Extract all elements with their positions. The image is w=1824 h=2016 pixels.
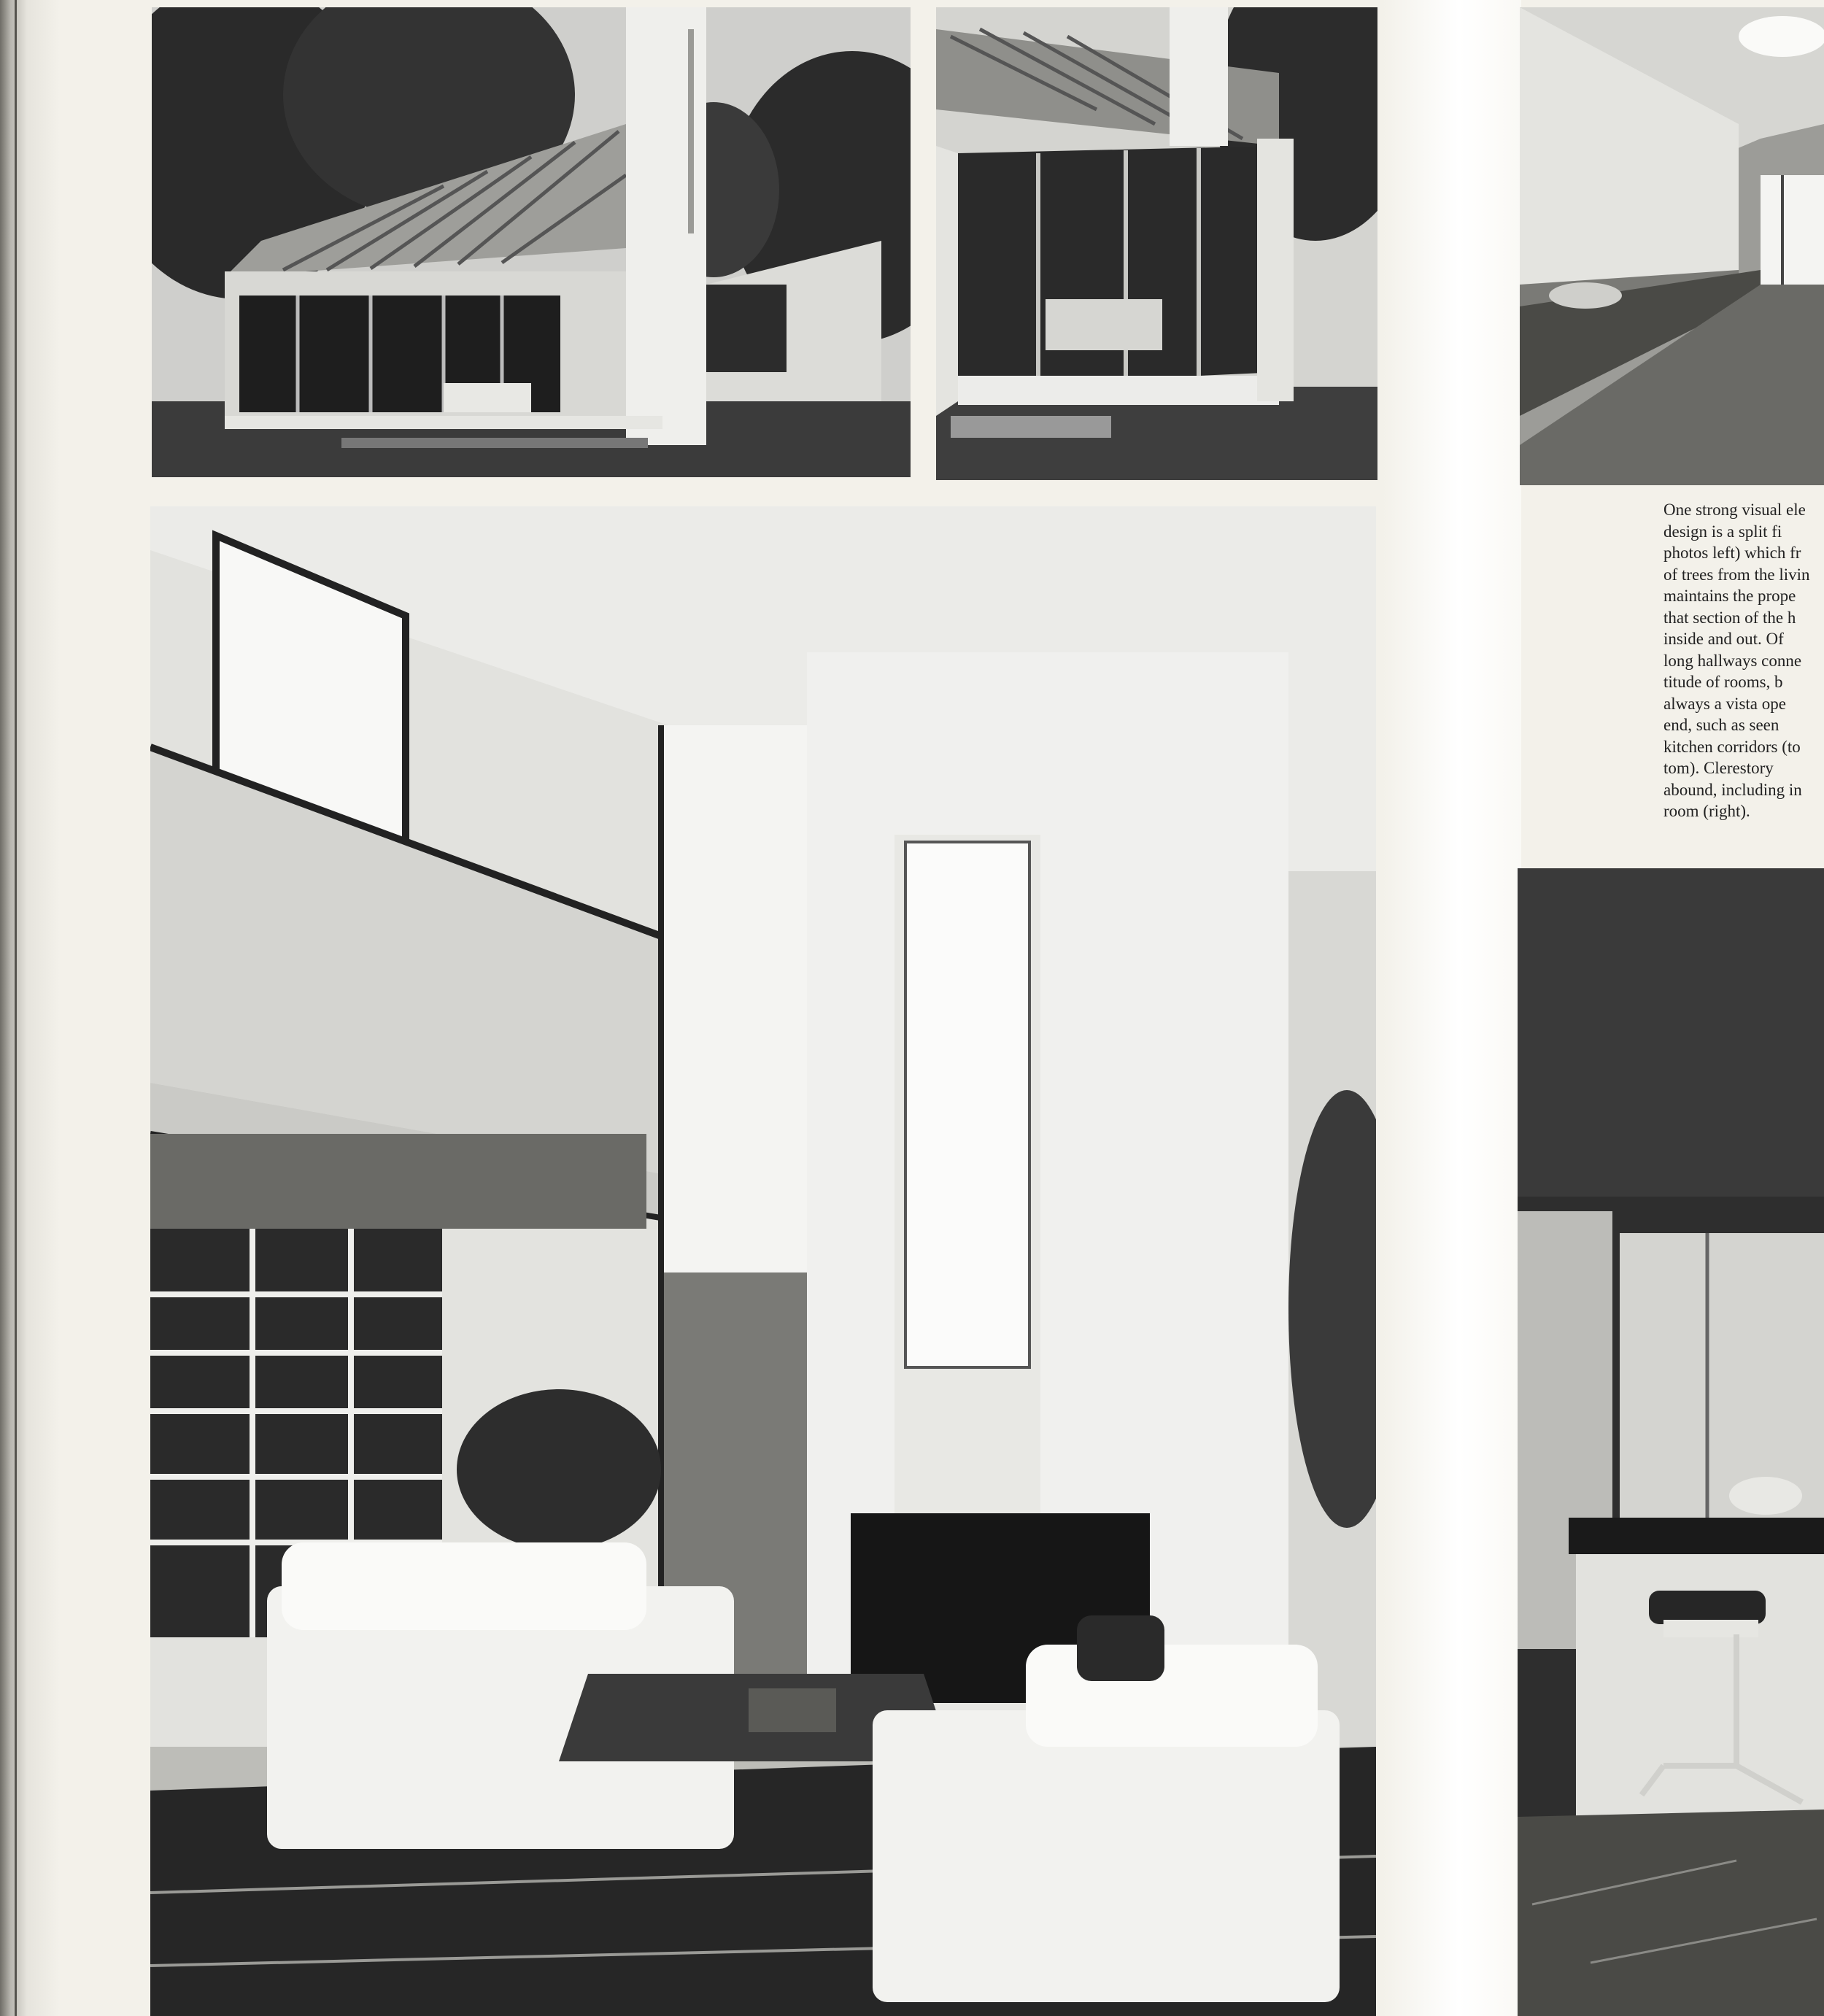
caption-line: One strong visual ele: [1663, 501, 1806, 519]
photo-kitchen-dark: [1518, 868, 1824, 2016]
caption-line: that section of the h: [1663, 608, 1796, 627]
page-edge: [15, 0, 17, 2016]
exterior-left-illustration: [152, 7, 911, 477]
caption-line: design is a split fi: [1663, 522, 1782, 541]
caption-line: of trees from the livin: [1663, 565, 1810, 584]
caption-line: abound, including in: [1663, 780, 1802, 799]
kitchen-corridor-illustration: [1520, 7, 1824, 485]
caption-line: long hallways conne: [1663, 651, 1802, 670]
caption-line: always a vista ope: [1663, 694, 1786, 713]
living-room-illustration: [150, 506, 1376, 2016]
kitchen-dark-illustration: [1518, 868, 1824, 2016]
caption-line: room (right).: [1663, 802, 1750, 820]
photo-living-room: [150, 506, 1376, 2016]
caption-line: maintains the prope: [1663, 587, 1796, 605]
book-spine-shadow: [0, 0, 60, 2016]
caption-line: tom). Clerestory: [1663, 759, 1774, 777]
caption-line: titude of rooms, b: [1663, 673, 1783, 691]
photo-exterior-right: [936, 7, 1377, 480]
caption-line: end, such as seen: [1663, 716, 1779, 734]
photo-exterior-left: [152, 7, 911, 477]
exterior-right-illustration: [936, 7, 1377, 480]
photo-kitchen-corridor: [1520, 7, 1824, 485]
caption-line: inside and out. Of: [1663, 630, 1784, 648]
caption-line: kitchen corridors (to: [1663, 737, 1801, 756]
caption-line: photos left) which fr: [1663, 544, 1801, 562]
page-gutter: [1383, 0, 1521, 2016]
caption-text: [1663, 499, 1824, 822]
